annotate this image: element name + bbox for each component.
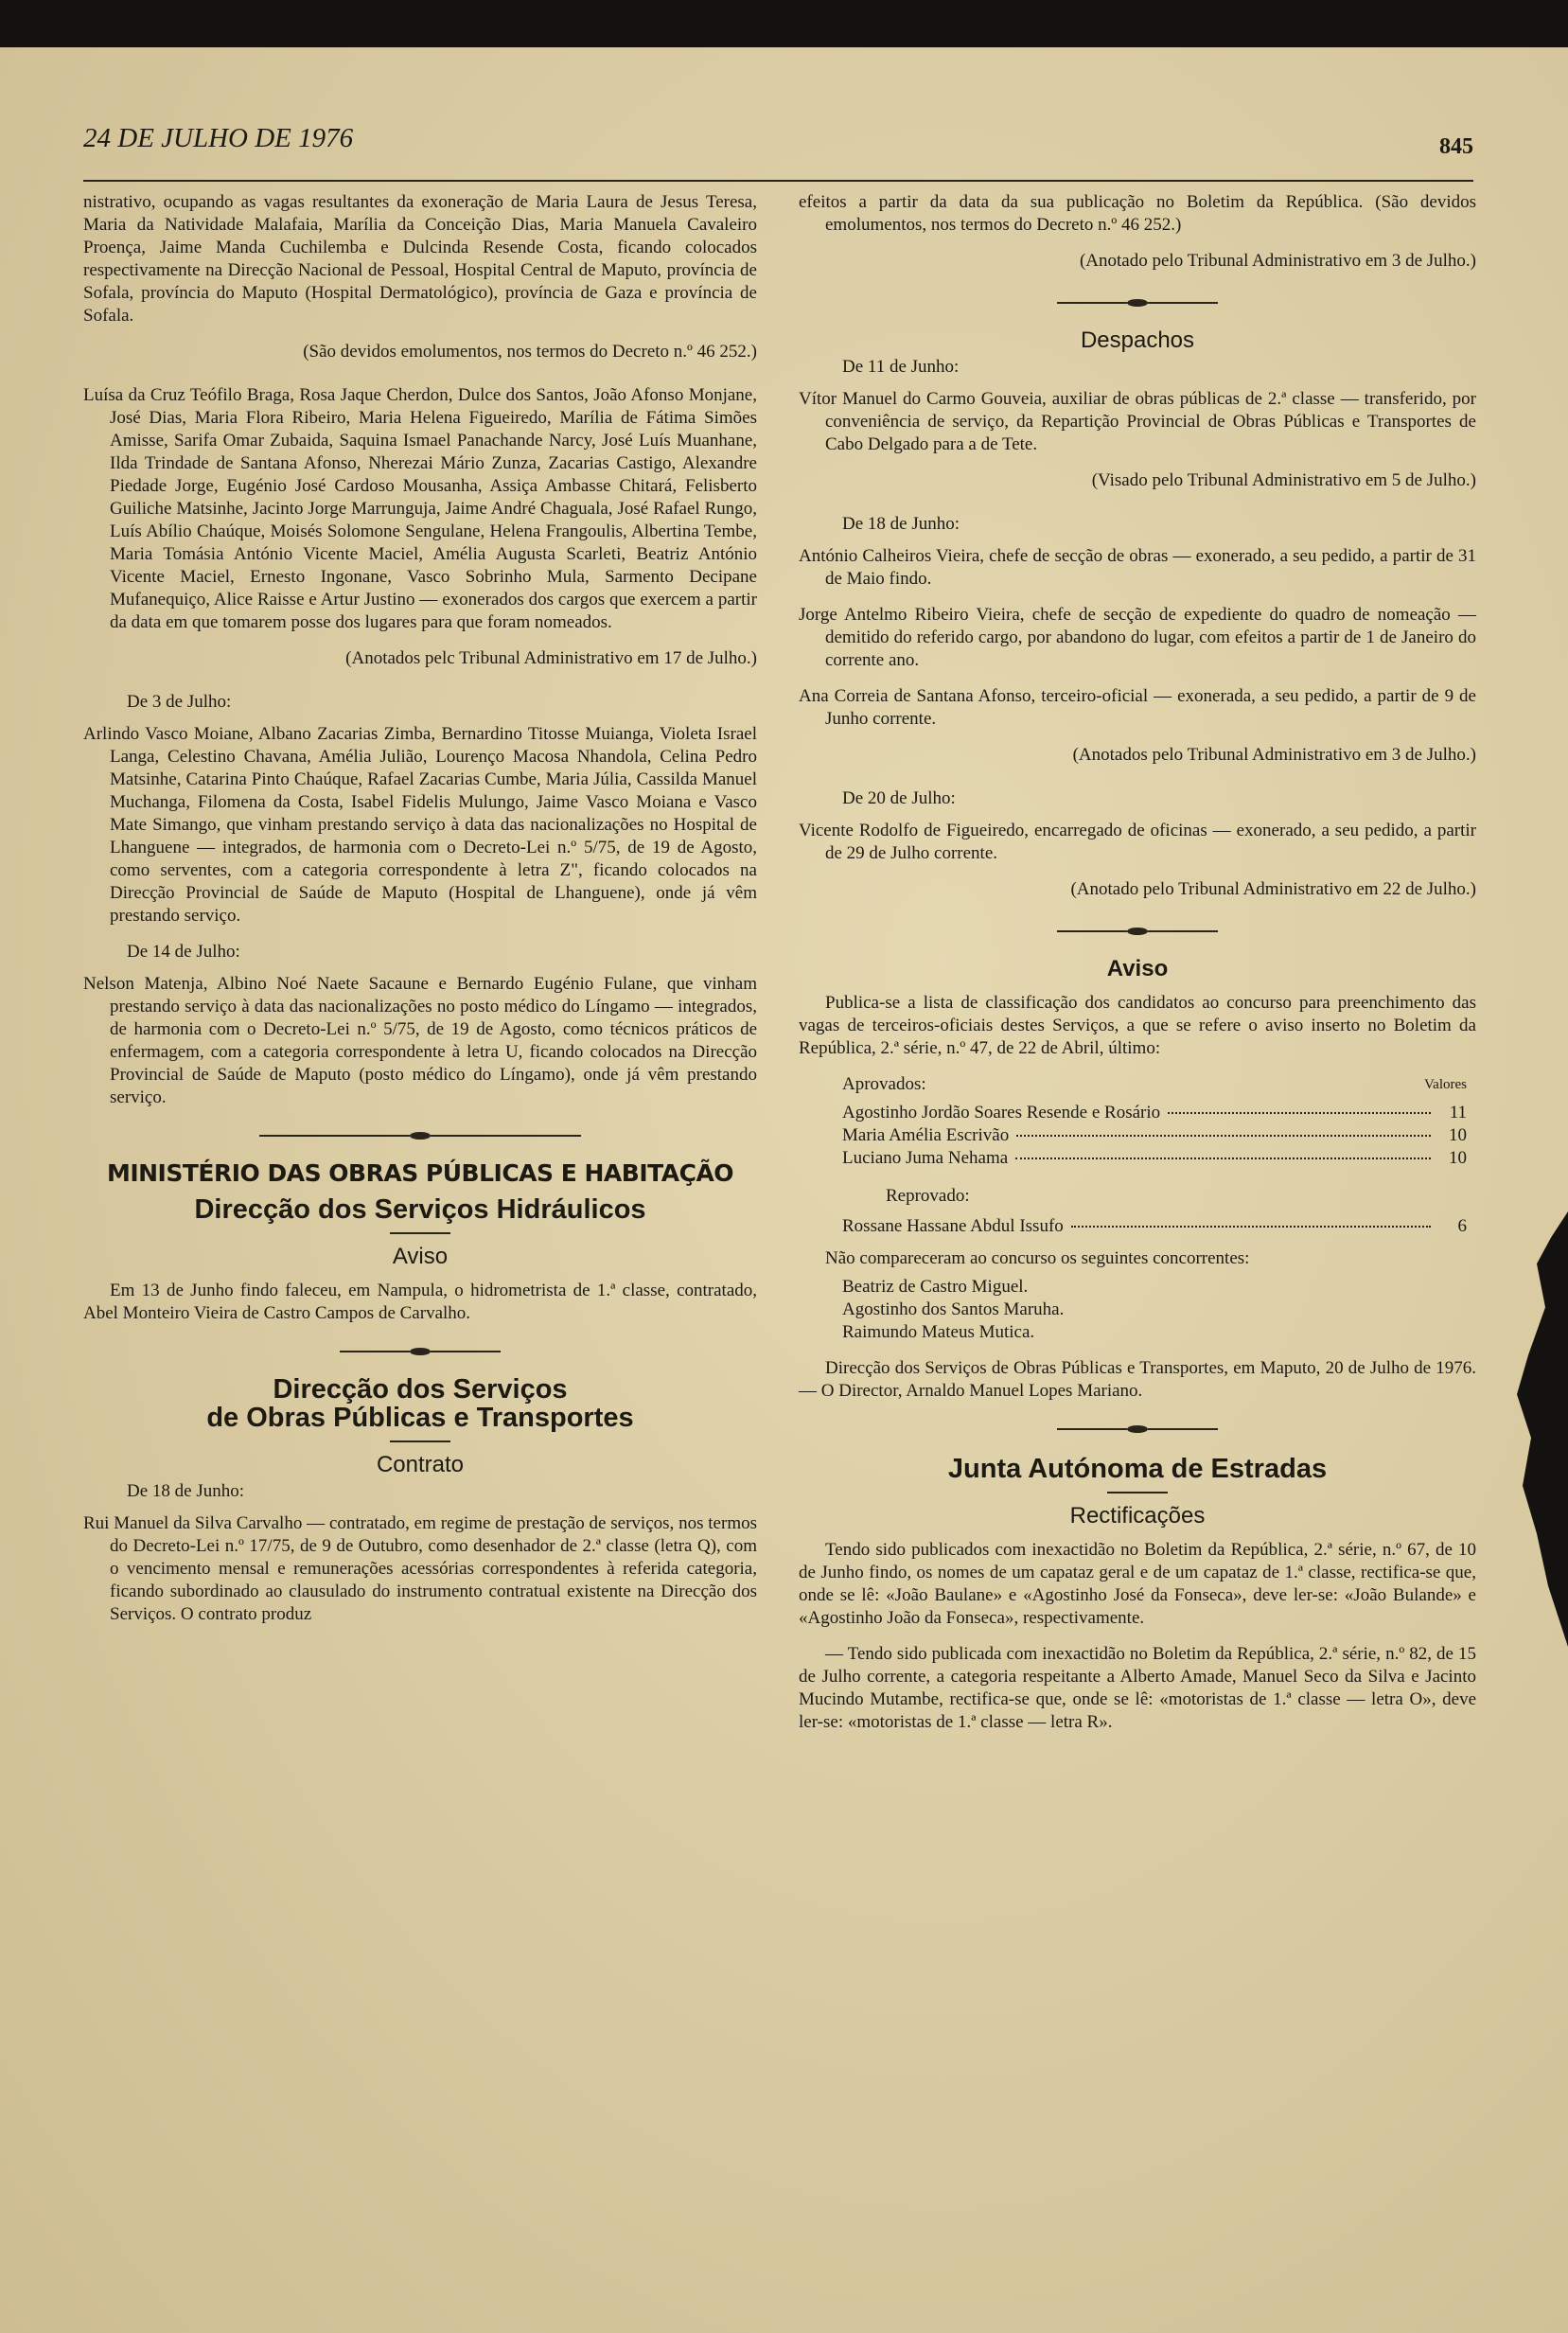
results-header bbox=[842, 1073, 1467, 1096]
right-column bbox=[799, 191, 1476, 1747]
paragraph: Não compareceram ao concurso os seguintes concorrentes: bbox=[825, 1248, 1250, 1268]
short-rule bbox=[390, 1440, 450, 1442]
candidate-name: Rossane Hassane Abdul Issufo bbox=[842, 1216, 1064, 1236]
section-heading: Aviso bbox=[1106, 956, 1169, 981]
gazette-page bbox=[0, 47, 1568, 2333]
paragraph: nistrativo, ocupando as vagas resultantes da exoneração de Maria Laura de Jesus Teresa, Maria da Natividade Malafaia, Marília da Conceição Dias, Maria Manuela Cavaleiro Proença, Jaime Manda Cuchilemba e Dulcinda Resende Costa, ficando colocados respectivamente na Direcção Nacional de Pessoal, Hospital Central de Maputo, província de Sofala, província do Maputo (Hospital Dermatológico), província de Gaza e província de Sofala. bbox=[83, 192, 757, 326]
date-heading: De 11 de Junho: bbox=[842, 357, 960, 377]
paragraph: Ana Correia de Santana Afonso, terceiro-oficial — exonerada, a seu pedido, a partir de 9 de Junho corrente. bbox=[799, 686, 1476, 729]
values-header: Valores bbox=[1424, 1077, 1467, 1092]
candidate-value: 6 bbox=[1457, 1216, 1467, 1236]
paragraph: Vítor Manuel do Carmo Gouveia, auxiliar de obras públicas de 2.ª classe — transferido, por conveniência de serviço, da Repartição Provincial de Obras Públicas e Transportes de Cabo Delgado para a de Tete. bbox=[799, 389, 1476, 454]
ornament-divider bbox=[259, 1126, 581, 1145]
results-table bbox=[842, 1073, 1467, 1238]
date-heading: De 20 de Julho: bbox=[842, 788, 956, 808]
absent-list bbox=[842, 1276, 1476, 1344]
table-row bbox=[842, 1215, 1467, 1238]
candidate-name: Luciano Juma Nehama bbox=[842, 1148, 1009, 1168]
paragraph: Rui Manuel da Silva Carvalho — contratado, em regime de prestação de serviços, nos termos do Decreto-Lei n.º 17/75, de 9 de Outubro, como desenhador de 2.ª classe (letra Q), com o vencimento mensal e remunerações acessórias correspondentes à referida categoria, ficando subordinado ao clausulado do instrumento contratual existente na Direcção dos Serviços. O contrato produz bbox=[83, 1513, 757, 1624]
candidate-value: 10 bbox=[1449, 1148, 1467, 1168]
paragraph: Arlindo Vasco Moiane, Albano Zacarias Zimba, Bernardino Titosse Muianga, Violeta Israel Langa, Celestino Chavana, Amélia Julião, Lourenço Macosa Nhandola, Celina Pedro Matsinhe, Catarina Pinto Chaúque, Rafael Zacarias Cumbe, Maria Júlia, Cassilda Manuel Muchanga, Filomena da Costa, Isabel Fidelis Mulungo, Jaime Vasco Moiana e Vasco Mate Simango, que vinham prestando serviço à data das nacionalizações no Hospital de Lhanguene — integrados, de harmonia com o Decreto-Lei n.º 5/75, de 19 de Agosto, como serventes, com a categoria correspondente à letra Z", ficando colocados na Direcção Provincial de Saúde de Maputo (Hospital de Lhanguene), onde já vêm prestando serviço. bbox=[83, 724, 757, 926]
section-heading: de Obras Públicas e Transportes bbox=[206, 1403, 634, 1433]
paragraph: Jorge Antelmo Ribeiro Vieira, chefe de secção de expediente do quadro de nomeação — demitido do referido cargo, por abandono do lugar, com efeitos a partir de 1 de Janeiro do corrente ano. bbox=[799, 605, 1476, 670]
paragraph: Vicente Rodolfo de Figueiredo, encarregado de oficinas — exonerado, a seu pedido, a partir de 29 de Julho corrente. bbox=[799, 821, 1476, 863]
date-heading: De 14 de Julho: bbox=[127, 942, 240, 962]
short-rule bbox=[1107, 1492, 1168, 1493]
section-heading: Despachos bbox=[1080, 327, 1195, 353]
table-row bbox=[842, 1124, 1467, 1147]
ministry-heading: MINISTÉRIO DAS OBRAS PÚBLICAS E HABITAÇÃO bbox=[106, 1159, 734, 1187]
paragraph: Publica-se a lista de classificação dos candidatos ao concurso para preenchimento das vagas de terceiros-oficiais destes Serviços, a que se refere o aviso inserto no Boletim da República, 2.ª série, n.º 47, de 22 de Abril, último: bbox=[799, 993, 1476, 1058]
ornament-divider bbox=[1057, 1420, 1218, 1439]
paragraph: António Calheiros Vieira, chefe de secção de obras — exonerado, a seu pedido, a partir de 31 de Maio findo. bbox=[799, 546, 1476, 589]
date-heading: De 3 de Julho: bbox=[127, 692, 232, 712]
ornament-divider bbox=[1057, 293, 1218, 312]
table-row bbox=[842, 1147, 1467, 1170]
ornament-divider bbox=[1057, 922, 1218, 941]
paragraph: Nelson Matenja, Albino Noé Naete Sacaune e Bernardo Eugénio Fulane, que vinham prestando serviço à data das nacionalizações no posto médico do Língamo — integrados, de harmonia com o Decreto-Lei n.º 5/75, de 19 de Agosto, como técnicos práticos de enfermagem, com a categoria correspondente à letra U, ficando colocados na Direcção Provincial de Saúde de Maputo (posto médico do Língamo), onde já vêm prestando serviço. bbox=[83, 974, 757, 1107]
annotation-note: (Visado pelo Tribunal Administrativo em 5 de Julho.) bbox=[1091, 470, 1476, 490]
candidate-value: 10 bbox=[1449, 1125, 1467, 1145]
subsection-heading: Rectificações bbox=[1069, 1503, 1206, 1529]
candidate-name: Agostinho Jordão Soares Resende e Rosário bbox=[842, 1103, 1161, 1122]
torn-edge bbox=[1511, 1211, 1568, 1647]
page-number: 845 bbox=[1439, 134, 1473, 159]
annotation-note: (Anotado pelo Tribunal Administrativo em 3 de Julho.) bbox=[1079, 251, 1476, 271]
annotation-note: (Anotados pelc Tribunal Administrativo em 17 de Julho.) bbox=[345, 648, 757, 668]
leader-dots bbox=[1071, 1226, 1431, 1228]
list-item: Raimundo Mateus Mutica. bbox=[842, 1322, 1035, 1342]
left-column bbox=[83, 191, 757, 1639]
section-heading: Direcção dos Serviços Hidráulicos bbox=[194, 1194, 646, 1225]
paragraph: Luísa da Cruz Teófilo Braga, Rosa Jaque Cherdon, Dulce dos Santos, João Afonso Monjane, José Dias, Maria Flora Ribeiro, Maria Helena Figueiredo, Marília de Fátima Simões Amisse, Sarifa Omar Zubaida, Saquina Ismael Panachande Narcy, José Luís Muanhane, Ilda Trindade de Santana Afonso, Nherezai Mário Zunza, Zacarias Castigo, Alexandre Piedade Jorge, Eugénio José Cardoso Mousanha, Assiça Ambasse Chitará, Felisberto Guiliche Matsinhe, Jacinto Jorge Marrunguja, Jaime André Chaguala, José Rafael Rungo, Luís Abílio Chaúque, Moisés Solomone Sengulane, Helena Frangoulis, Albertina Tembe, Maria Tomásia António Vicente Maciel, Amélia Augusta Scarleti, Beatriz António Vicente Maciel, Ernesto Ingonane, Vasco Sobrinho Mula, Sarmento Decipane Mufanequiço, Alice Raisse e Artur Justino — exonerados dos cargos que exercem a partir da data em que tomarem posse dos lugares para que foram nomeados. bbox=[83, 385, 757, 632]
paragraph: Tendo sido publicados com inexactidão no Boletim da República, 2.ª série, n.º 67, de 10 de Junho findo, os nomes de um capataz geral e de um capataz de 1.ª classe, rectifica-se que, onde se lê: «João Baulane» e «Agostinho José da Fonseca», deve ler-se: «João Bulande» e «Agostinho João da Fonseca», respectivamente. bbox=[799, 1540, 1476, 1628]
approved-label: Aprovados: bbox=[842, 1074, 926, 1094]
failed-label: Reprovado: bbox=[886, 1186, 970, 1206]
section-heading: Direcção dos Serviços bbox=[273, 1374, 568, 1405]
date-heading: De 18 de Junho: bbox=[127, 1481, 245, 1501]
running-header bbox=[83, 123, 1473, 182]
leader-dots bbox=[1016, 1135, 1431, 1137]
leader-dots bbox=[1015, 1158, 1431, 1159]
paragraph: — Tendo sido publicada com inexactidão no Boletim da República, 2.ª série, n.º 82, de 15 de Julho corrente, a categoria respeitante a Alberto Amade, Manuel Seco da Silva e Jacinto Mucindo Mutambe, rectifica-se que, onde se lê: «motoristas de 1.ª classe — letra O», deve ler-se: «motoristas de 1.ª classe — letra R». bbox=[799, 1644, 1476, 1732]
leader-dots bbox=[1168, 1112, 1431, 1114]
annotation-note: (Anotados pelo Tribunal Administrativo em 3 de Julho.) bbox=[1072, 745, 1476, 765]
short-rule bbox=[390, 1232, 450, 1234]
subsection-heading: Aviso bbox=[392, 1244, 449, 1269]
header-date: 24 DE JULHO DE 1976 bbox=[83, 123, 354, 153]
ornament-divider bbox=[340, 1342, 501, 1361]
candidate-name: Maria Amélia Escrivão bbox=[842, 1125, 1010, 1145]
section-heading: Junta Autónoma de Estradas bbox=[947, 1454, 1328, 1484]
list-item: Agostinho dos Santos Maruha. bbox=[842, 1299, 1065, 1319]
paragraph: efeitos a partir da data da sua publicação no Boletim da República. (São devidos emolumentos, nos termos do Decreto n.º 46 252.) bbox=[799, 192, 1476, 235]
signature-paragraph: Direcção dos Serviços de Obras Públicas e Transportes, em Maputo, 20 de Julho de 1976. — O Director, Arnaldo Manuel Lopes Mariano. bbox=[799, 1358, 1476, 1401]
subsection-heading: Contrato bbox=[376, 1452, 465, 1477]
paragraph: Em 13 de Junho findo faleceu, em Nampula, o hidrometrista de 1.ª classe, contratado, Abel Monteiro Vieira de Castro Campos de Carvalho. bbox=[83, 1281, 757, 1323]
annotation-note: (Anotado pelo Tribunal Administrativo em 22 de Julho.) bbox=[1070, 879, 1476, 899]
candidate-value: 11 bbox=[1449, 1103, 1467, 1122]
list-item: Beatriz de Castro Miguel. bbox=[842, 1277, 1029, 1297]
table-row bbox=[842, 1102, 1467, 1124]
date-heading: De 18 de Junho: bbox=[842, 514, 960, 534]
annotation-note: (São devidos emolumentos, nos termos do Decreto n.º 46 252.) bbox=[303, 342, 757, 362]
